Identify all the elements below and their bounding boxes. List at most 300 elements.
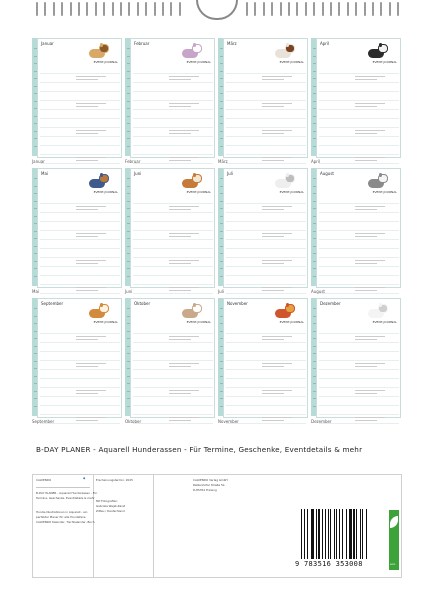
dog-illustration-icon (180, 43, 202, 59)
spiral-ring (145, 2, 147, 16)
dog-ear (379, 43, 382, 47)
entry-row (226, 397, 306, 406)
event-journal-label: EVENT-JOURNAL (186, 190, 211, 194)
barcode-bar (360, 509, 361, 559)
entry-rows (319, 65, 399, 164)
entry-row (40, 267, 120, 276)
entry-line (76, 133, 98, 134)
entry-row (40, 343, 120, 352)
entry-row (133, 285, 213, 294)
barcode-bar (311, 509, 312, 559)
entry-line (355, 233, 385, 234)
info-col-mid (93, 475, 154, 577)
entry-line (169, 366, 191, 367)
month-caption: Juni (125, 289, 133, 294)
month-page (223, 298, 308, 418)
entry-line (76, 287, 106, 288)
cal-label: CALVENDO (36, 478, 52, 482)
month-page (223, 168, 308, 288)
entry-line (355, 260, 385, 261)
month-card (218, 168, 306, 294)
month-name: August (320, 171, 334, 176)
back-info-panel (32, 474, 402, 578)
entry-row (226, 334, 306, 343)
entry-line (169, 76, 199, 77)
entry-row (40, 285, 120, 294)
entry-row (133, 231, 213, 240)
info-col-publisher (153, 475, 291, 577)
entry-line (355, 336, 385, 337)
entry-line (169, 260, 199, 261)
dog-illustration-icon (273, 303, 295, 319)
month-name: September (41, 301, 64, 306)
entry-row (133, 222, 213, 231)
month-name: Mai (41, 171, 49, 176)
spiral-ring (162, 2, 164, 16)
entry-row (133, 92, 213, 101)
event-journal-label: EVENT-JOURNAL (93, 320, 118, 324)
spiral-ring (296, 2, 298, 16)
entry-row (226, 119, 306, 128)
event-journal-label: EVENT-JOURNAL (279, 320, 304, 324)
spiral-ring (355, 2, 357, 16)
calendar-title: B-DAY PLANER - Aquarell Hunderassen - Für Termine, Geschenke, Eventdetails & mehr (36, 445, 363, 454)
barcode-bar (336, 509, 337, 559)
entry-row (226, 258, 306, 267)
entry-row (226, 276, 306, 285)
dog-illustration-icon (87, 43, 109, 59)
entry-line (76, 390, 106, 391)
month-card (218, 38, 306, 164)
entry-row (40, 119, 120, 128)
entry-line (262, 417, 292, 418)
calendar-grid (32, 38, 402, 428)
dog-ear (286, 43, 289, 47)
spiral-ring (305, 2, 307, 16)
entry-line (262, 390, 292, 391)
entry-row (319, 204, 399, 213)
entry-line (169, 393, 191, 394)
entry-line (76, 233, 106, 234)
entry-line (76, 336, 106, 337)
entry-row (40, 92, 120, 101)
entry-row (40, 101, 120, 110)
spiral-ring (179, 2, 181, 16)
spiral-ring (246, 2, 248, 16)
entry-row (319, 361, 399, 370)
dog-illustration-icon (366, 303, 388, 319)
calvendo-logo: ◆ (83, 476, 86, 480)
entry-row (133, 258, 213, 267)
entry-line (262, 160, 284, 161)
entry-rows (226, 325, 306, 424)
entry-row (40, 83, 120, 92)
dog-ear (193, 303, 196, 307)
spiral-ring (397, 2, 399, 16)
entry-rows (40, 325, 120, 424)
entry-row (319, 128, 399, 137)
barcode-bar (346, 509, 347, 559)
month-name: November (227, 301, 248, 306)
entry-line (169, 417, 199, 418)
dog-ear (193, 173, 196, 177)
entry-line (76, 209, 98, 210)
spiral-ring (263, 2, 265, 16)
entry-row (133, 343, 213, 352)
entry-line (355, 420, 377, 421)
entry-line (169, 209, 191, 210)
entry-row (319, 155, 399, 164)
author-line-3: Zittau / Deutschland (96, 509, 125, 513)
entry-row (226, 370, 306, 379)
entry-line (262, 106, 284, 107)
entry-row (133, 267, 213, 276)
event-journal-label: EVENT-JOURNAL (372, 190, 397, 194)
entry-row (226, 267, 306, 276)
month-card (125, 38, 213, 164)
month-caption: April (311, 159, 321, 164)
entry-line (262, 206, 292, 207)
entry-row (319, 83, 399, 92)
entry-row (133, 137, 213, 146)
month-card (311, 168, 399, 294)
month-page (316, 38, 401, 158)
entry-line (262, 366, 284, 367)
entry-row (133, 276, 213, 285)
entry-line (355, 363, 385, 364)
entry-line (169, 133, 191, 134)
entry-line (76, 260, 106, 261)
author-line-2: Gabriela Wejat-Zaret (96, 504, 126, 508)
entry-line (262, 79, 284, 80)
month-page (316, 168, 401, 288)
entry-row (319, 92, 399, 101)
spiral-ring (389, 2, 391, 16)
dog-ear (286, 173, 289, 177)
entry-line (76, 420, 98, 421)
event-journal-label: EVENT-JOURNAL (372, 320, 397, 324)
entry-line (355, 287, 385, 288)
entry-row (40, 379, 120, 388)
entry-row (40, 146, 120, 155)
col2-line-2: Hunde-Illustrationen in Aquarell - ein (36, 510, 88, 514)
entry-line (169, 287, 199, 288)
spiral-ring (120, 2, 122, 16)
entry-row (40, 110, 120, 119)
month-page (130, 298, 215, 418)
entry-row (319, 343, 399, 352)
entry-row (226, 222, 306, 231)
entry-line (355, 417, 385, 418)
entry-line (262, 363, 292, 364)
spiral-ring (288, 2, 290, 16)
barcode-bar (316, 509, 317, 559)
entry-line (76, 417, 106, 418)
entry-row (319, 352, 399, 361)
spiral-ring (364, 2, 366, 16)
entry-line (169, 233, 199, 234)
entry-row (226, 231, 306, 240)
entry-row (40, 334, 120, 343)
publisher-line-3: D-85354 Freising (193, 488, 217, 492)
entry-row (226, 65, 306, 74)
month-caption: Dezember (311, 419, 332, 424)
barcode-bar (342, 509, 343, 559)
eco-badge (389, 510, 399, 570)
entry-row (40, 325, 120, 334)
spiral-ring (61, 2, 63, 16)
entry-row (40, 195, 120, 204)
spiral-ring (280, 2, 282, 16)
entry-row (319, 222, 399, 231)
entry-line (169, 103, 199, 104)
entry-line (76, 157, 106, 158)
entry-line (76, 290, 98, 291)
publisher-line-1: CALVENDO Verlag GmbH (193, 478, 228, 482)
entry-rows (226, 195, 306, 294)
entry-row (319, 276, 399, 285)
entry-row (133, 204, 213, 213)
entry-line (76, 263, 98, 264)
spiral-ring (112, 2, 114, 16)
entry-row (133, 74, 213, 83)
entry-line (355, 209, 377, 210)
entry-row (133, 325, 213, 334)
entry-row (133, 249, 213, 258)
barcode-bar (366, 509, 367, 559)
dog-illustration-icon (180, 303, 202, 319)
entry-line (169, 79, 191, 80)
month-card (32, 168, 120, 294)
month-name: Dezember (320, 301, 341, 306)
event-journal-label: EVENT-JOURNAL (186, 60, 211, 64)
entry-row (133, 361, 213, 370)
entry-row (319, 110, 399, 119)
entry-rows (319, 195, 399, 294)
entry-line (262, 133, 284, 134)
barcode-bars (301, 509, 377, 559)
entry-row (226, 361, 306, 370)
entry-row (40, 155, 120, 164)
entry-row (226, 74, 306, 83)
entry-line (355, 106, 377, 107)
col2-title: B-DAY PLANER - Aquarell Hunderassen - Für (36, 491, 98, 495)
barcode-bar (322, 509, 323, 559)
entry-row (133, 370, 213, 379)
month-page (316, 298, 401, 418)
entry-row (40, 276, 120, 285)
entry-row (133, 119, 213, 128)
entry-row (40, 240, 120, 249)
entry-row (40, 258, 120, 267)
month-caption: Oktober (125, 419, 142, 424)
entry-row (133, 240, 213, 249)
entry-row (40, 249, 120, 258)
entry-row (133, 65, 213, 74)
month-page (37, 38, 122, 158)
entry-line (262, 157, 292, 158)
entry-row (40, 222, 120, 231)
entry-line (169, 390, 199, 391)
entry-line (169, 290, 191, 291)
spiral-ring (322, 2, 324, 16)
month-page (223, 38, 308, 158)
entry-line (76, 103, 106, 104)
entry-row (319, 249, 399, 258)
entry-line (169, 336, 199, 337)
entry-row (226, 195, 306, 204)
spiral-ring (53, 2, 55, 16)
month-name: März (227, 41, 237, 46)
entry-line (262, 233, 292, 234)
entry-line (355, 76, 385, 77)
entry-row (40, 370, 120, 379)
entry-row (226, 285, 306, 294)
entry-line (76, 339, 98, 340)
entry-line (355, 79, 377, 80)
entry-line (355, 133, 377, 134)
dog-ear (379, 303, 382, 307)
entry-row (226, 213, 306, 222)
entry-line (262, 393, 284, 394)
spiral-ring (330, 2, 332, 16)
spiral-ring (271, 2, 273, 16)
entry-row (319, 325, 399, 334)
entry-line (262, 420, 284, 421)
entry-row (40, 74, 120, 83)
entry-row (40, 361, 120, 370)
entry-row (226, 379, 306, 388)
event-journal-label: EVENT-JOURNAL (93, 190, 118, 194)
entry-row (133, 334, 213, 343)
col2-line-1: Termine, Geschenke, Eventdetails & mehr (36, 496, 95, 500)
entry-row (226, 204, 306, 213)
entry-line (355, 390, 385, 391)
barcode-bar (362, 509, 363, 559)
month-caption: Juli (218, 289, 224, 294)
spiral-ring (380, 2, 382, 16)
entry-line (262, 260, 292, 261)
month-name: Oktober (134, 301, 151, 306)
entry-rows (133, 325, 213, 424)
entry-row (133, 195, 213, 204)
month-card (311, 298, 399, 424)
entry-line (262, 209, 284, 210)
entry-rows (133, 195, 213, 294)
entry-line (355, 366, 377, 367)
entry-row (226, 388, 306, 397)
entry-row (319, 397, 399, 406)
entry-row (133, 379, 213, 388)
entry-row (226, 92, 306, 101)
entry-line (76, 160, 98, 161)
entry-row (226, 146, 306, 155)
month-name: April (320, 41, 330, 46)
entry-row (319, 388, 399, 397)
entry-line (355, 236, 377, 237)
dog-ear (286, 303, 289, 307)
spiral-ring (95, 2, 97, 16)
entry-row (40, 406, 120, 415)
entry-row (133, 146, 213, 155)
barcode-bar (325, 509, 326, 559)
entry-line (262, 103, 292, 104)
entry-line (262, 76, 292, 77)
entry-row (319, 370, 399, 379)
entry-row (133, 415, 213, 424)
entry-rows (40, 195, 120, 294)
month-name: Juli (227, 171, 233, 176)
entry-line (169, 206, 199, 207)
barcode-bar (339, 509, 340, 559)
dog-ear (100, 43, 103, 47)
spiral-ring (137, 2, 139, 16)
entry-row (133, 388, 213, 397)
barcode-bar (318, 509, 320, 559)
entry-row (133, 155, 213, 164)
entry-row (319, 334, 399, 343)
entry-row (40, 213, 120, 222)
entry-line (169, 363, 199, 364)
event-journal-label: EVENT-JOURNAL (279, 190, 304, 194)
month-card (32, 298, 120, 424)
month-page (130, 38, 215, 158)
entry-row (133, 110, 213, 119)
event-journal-label: EVENT-JOURNAL (279, 60, 304, 64)
dog-ear (100, 303, 103, 307)
entry-row (319, 240, 399, 249)
entry-rows (319, 325, 399, 424)
entry-line (76, 236, 98, 237)
entry-row (133, 128, 213, 137)
entry-row (226, 249, 306, 258)
entry-row (40, 352, 120, 361)
month-page (130, 168, 215, 288)
month-caption: November (218, 419, 239, 424)
month-caption: März (218, 159, 228, 164)
entry-row (40, 128, 120, 137)
month-card (311, 38, 399, 164)
month-card (32, 38, 120, 164)
entry-row (319, 267, 399, 276)
spiral-ring (154, 2, 156, 16)
entry-row (133, 101, 213, 110)
month-name: Januar (41, 41, 54, 46)
entry-row (133, 406, 213, 415)
entry-line (169, 106, 191, 107)
entry-row (319, 101, 399, 110)
spiral-ring (170, 2, 172, 16)
dog-illustration-icon (273, 173, 295, 189)
barcode-bar (328, 509, 329, 559)
entry-line (76, 206, 106, 207)
entry-line (76, 130, 106, 131)
leaf-icon (390, 516, 398, 528)
entry-line (355, 206, 385, 207)
dog-illustration-icon (180, 173, 202, 189)
entry-rows (40, 65, 120, 164)
entry-row (319, 146, 399, 155)
barcode-bar (350, 509, 351, 559)
event-journal-label: EVENT-JOURNAL (372, 60, 397, 64)
entry-line (76, 363, 106, 364)
entry-line (262, 290, 284, 291)
entry-line (355, 393, 377, 394)
dog-illustration-icon (87, 173, 109, 189)
entry-line (355, 103, 385, 104)
month-caption: September (32, 419, 55, 424)
entry-row (226, 83, 306, 92)
